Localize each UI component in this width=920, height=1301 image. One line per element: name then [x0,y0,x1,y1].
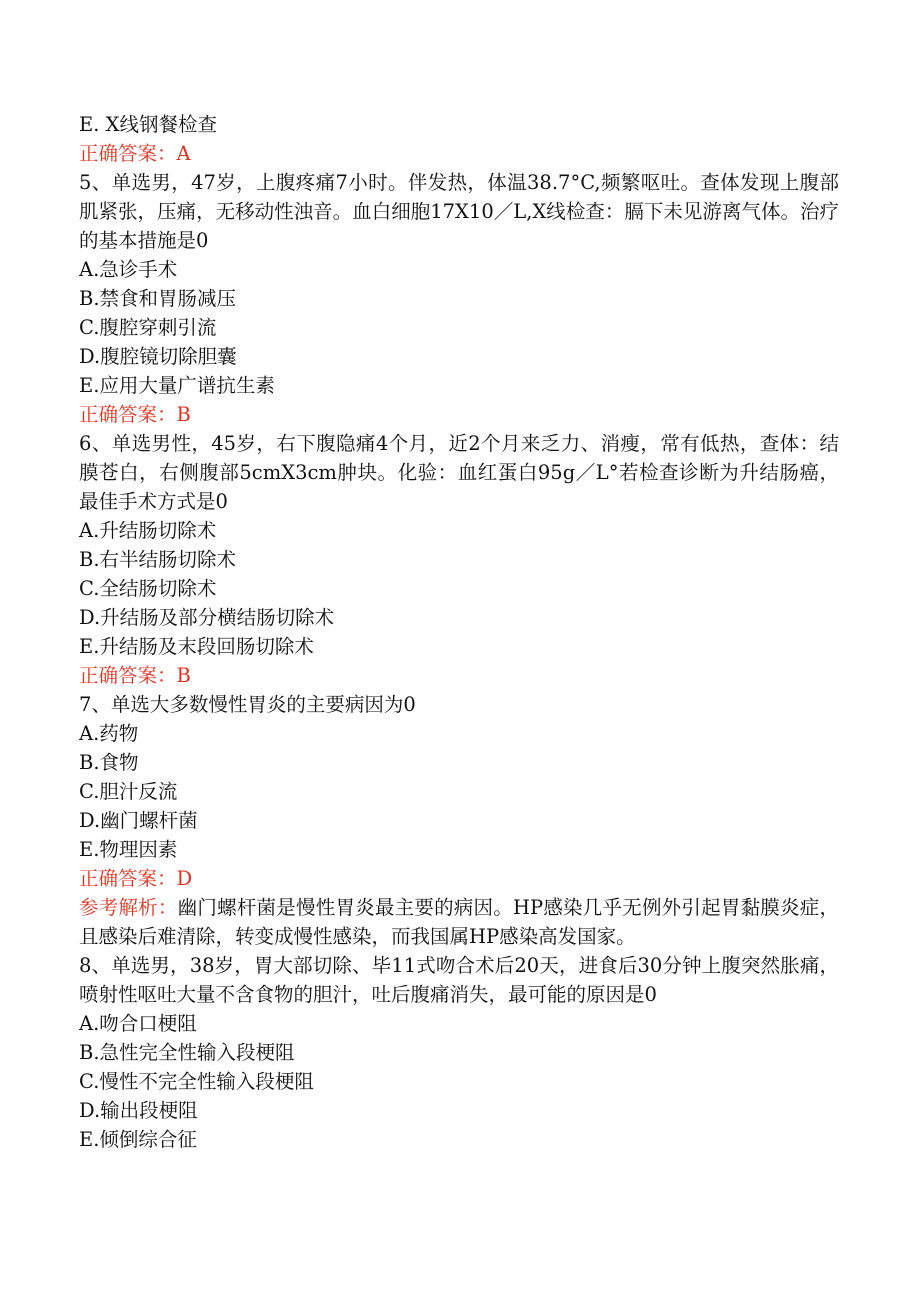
answer-value: A [176,142,191,165]
q4-option-e: E. X线钢餐检查 [79,113,218,136]
q7-option-c: C.胆汁反流 [79,780,178,803]
q6-option-d: D.升结肠及部分横结肠切除术 [79,606,335,629]
q8-option-e: E.倾倒综合征 [79,1128,197,1151]
q8-option-a: A.吻合口梗阻 [79,1012,197,1035]
answer-label: 正确答案： [79,142,177,165]
q6-option-b: B.右半结肠切除术 [79,548,237,571]
q7-option-d: D.幽门螺杆菌 [79,809,198,832]
q7-option-a: A.药物 [79,722,139,745]
q5-option-b: B.禁食和胃肠减压 [79,287,237,310]
q6-option-a: A.升结肠切除术 [79,519,217,542]
q7-stem: 7、单选大多数慢性胃炎的主要病因为0 [79,693,416,716]
answer-label: 正确答案： [79,664,177,687]
q7-answer [79,864,839,893]
explanation-label: 参考解析： [79,896,178,919]
q4-answer [79,139,839,168]
q6-option-e: E.升结肠及末段回肠切除术 [79,635,314,658]
q6-answer [79,661,839,690]
q5-option-a: A.急诊手术 [79,258,178,281]
q7-explanation [79,893,839,951]
q8-option-d: D.输出段梗阻 [79,1099,198,1122]
q5-option-c: C.腹腔穿刺引流 [79,316,217,339]
answer-value: B [176,664,191,687]
answer-value: B [176,403,191,426]
explanation-text: 幽门螺杆菌是慢性胃炎最主要的病因。HP感染几乎无例外引起胃黏膜炎症，且感染后难清除，转变成慢性感染，而我国属HP感染高发国家。 [79,896,839,948]
q5-option-e: E.应用大量广谱抗生素 [79,374,275,397]
q5-stem: 5、单选男，47岁，上腹疼痛7小时。伴发热，体温38.7°C,频繁呕吐。查体发现上腹部肌紧张，压痛，无移动性浊音。血白细胞17X10／L,X线检查：膈下未见游离气体。治疗的基本措施是0 [79,171,839,252]
q8-option-c: C.慢性不完全性输入段梗阻 [79,1070,314,1093]
q7-option-e: E.物理因素 [79,838,178,861]
answer-label: 正确答案： [79,867,177,890]
answer-label: 正确答案： [79,403,177,426]
q8-option-b: B.急性完全性输入段梗阻 [79,1041,295,1064]
answer-value: D [176,867,193,890]
q6-stem: 6、单选男性，45岁，右下腹隐痛4个月，近2个月来乏力、消瘦，常有低热，查体：结膜苍白，右侧腹部5cmX3cm肿块。化验：血红蛋白95g／L°若检查诊断为升结肠癌，最佳手术方式是0 [79,432,839,513]
q5-answer [79,400,839,429]
q5-option-d: D.腹腔镜切除胆囊 [79,345,237,368]
document-page [79,110,839,1154]
q7-option-b: B.食物 [79,751,139,774]
q6-option-c: C.全结肠切除术 [79,577,217,600]
q8-stem: 8、单选男，38岁，胃大部切除、毕11式吻合术后20天，进食后30分钟上腹突然胀痛，喷射性呕吐大量不含食物的胆汁，吐后腹痛消失，最可能的原因是0 [79,954,839,1006]
